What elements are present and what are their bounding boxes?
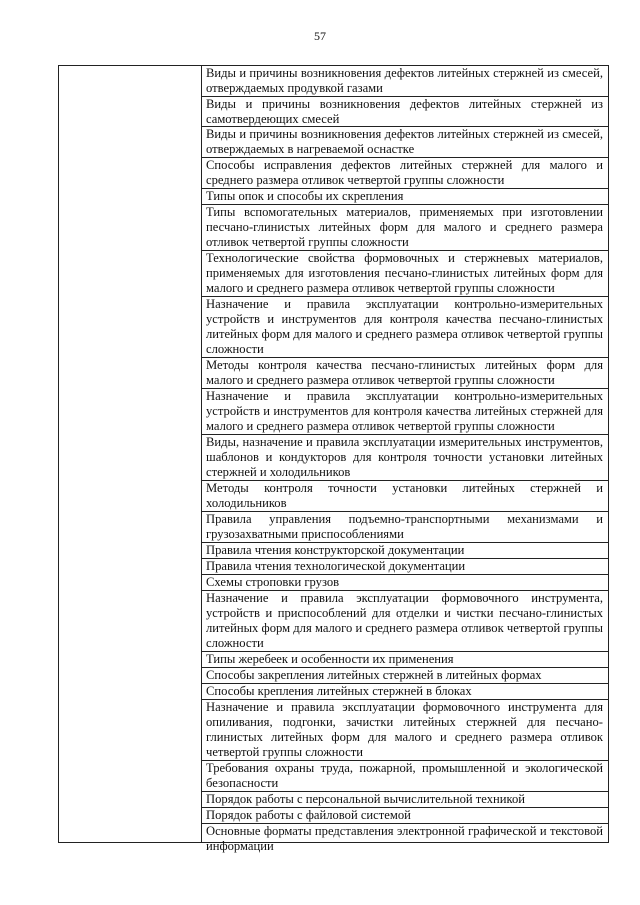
table-row: Порядок работы с персональной вычислительной техникой bbox=[202, 792, 608, 808]
table-row: Виды, назначение и правила эксплуатации измерительных инструментов, шаблонов и кондукторов для контроля точности установки литейных стержней и холодильников bbox=[202, 435, 608, 481]
table-row: Виды и причины возникновения дефектов литейных стержней из самотвердеющих смесей bbox=[202, 97, 608, 127]
table-right-column bbox=[202, 66, 608, 855]
table-row: Типы вспомогательных материалов, применяемых при изготовлении песчано-глинистых литейных форм для малого и среднего размера отливок четвертой группы сложности bbox=[202, 205, 608, 251]
page-number: 57 bbox=[314, 29, 326, 43]
table-row: Назначение и правила эксплуатации формовочного инструмента для опиливания, подгонки, зачистки литейных стержней для песчано-глинистых литейных форм для малого и среднего размера отливок четвертой группы сложности bbox=[202, 700, 608, 761]
table-row: Правила управления подъемно-транспортными механизмами и грузозахватными приспособлениями bbox=[202, 512, 608, 543]
table-left-column bbox=[59, 66, 202, 842]
table-row: Виды и причины возникновения дефектов литейных стержней из смесей, отверждаемых в нагреваемой оснастке bbox=[202, 127, 608, 158]
table-row: Назначение и правила эксплуатации контрольно-измерительных устройств и инструментов для контроля качества литейных стержней для малого и среднего размера отливок четвертой группы сложности bbox=[202, 389, 608, 435]
table-row: Основные форматы представления электронной графической и текстовой информации bbox=[206, 824, 603, 853]
table-row: Требования охраны труда, пожарной, промышленной и экологической безопасности bbox=[202, 761, 608, 792]
knowledge-table bbox=[58, 65, 609, 853]
table-row: Методы контроля качества песчано-глинистых литейных форм для малого и среднего размера отливок четвертой группы сложности bbox=[202, 358, 608, 389]
table-row: Назначение и правила эксплуатации контрольно-измерительных устройств и инструментов для контроля качества песчано-глинистых литейных форм для малого и среднего размера отливок четвертой группы сложности bbox=[202, 297, 608, 358]
table-row: Типы жеребеек и особенности их применения bbox=[202, 652, 608, 668]
table-row: Назначение и правила эксплуатации формовочного инструмента, устройств и приспособлений для отделки и чистки песчано-глинистых литейных форм для малого и среднего размера отливок четвертой группы сложности bbox=[202, 591, 608, 652]
table-row: Правила чтения технологической документации bbox=[202, 559, 608, 575]
table-row: Способы закрепления литейных стержней в литейных формах bbox=[202, 668, 608, 684]
table-row: Порядок работы с файловой системой bbox=[202, 808, 608, 824]
table-row: Технологические свойства формовочных и стержневых материалов, применяемых для изготовления песчано-глинистых литейных форм для малого и среднего размера отливок четвертой группы сложности bbox=[202, 251, 608, 297]
table-row: Методы контроля точности установки литейных стержней и холодильников bbox=[202, 481, 608, 512]
table-row: Правила чтения конструкторской документации bbox=[202, 543, 608, 559]
table-row: Виды и причины возникновения дефектов литейных стержней из смесей, отверждаемых продувкой газами bbox=[202, 66, 608, 97]
table-row: Способы крепления литейных стержней в блоках bbox=[202, 684, 608, 700]
table-row: Типы опок и способы их скрепления bbox=[202, 189, 608, 205]
table-row: Способы исправления дефектов литейных стержней для малого и среднего размера отливок четвертой группы сложности bbox=[202, 158, 608, 189]
table-row: Схемы строповки грузов bbox=[202, 575, 608, 591]
